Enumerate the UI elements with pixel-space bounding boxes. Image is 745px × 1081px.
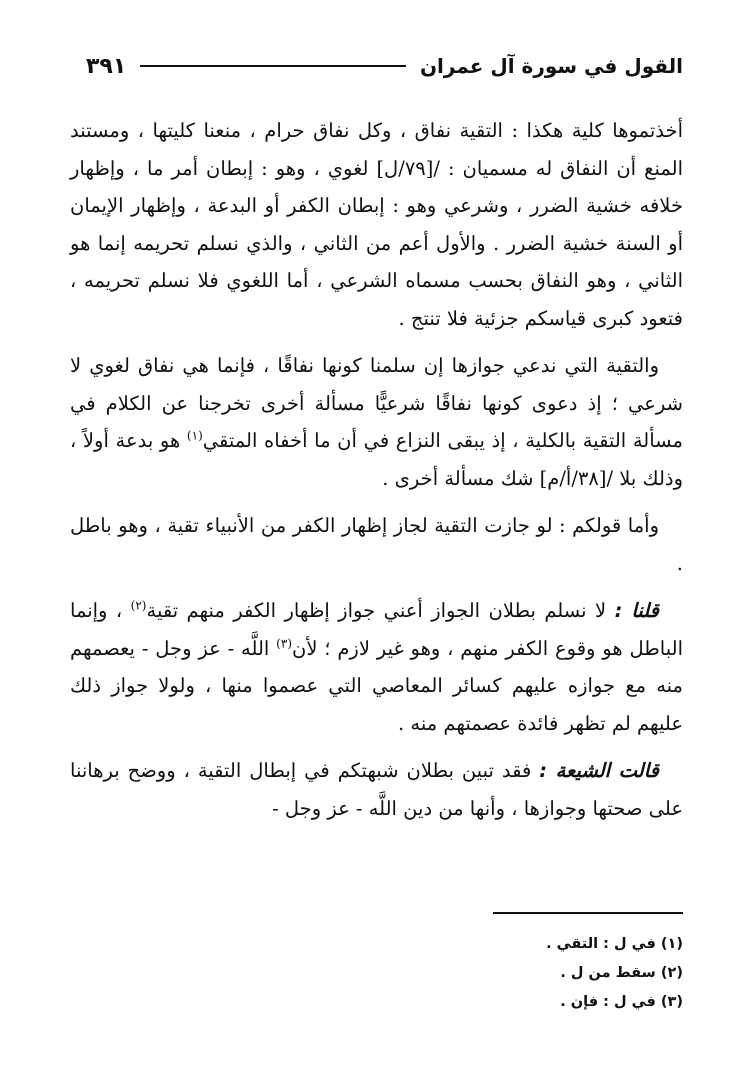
paragraph-5-lead: قالت الشيعة : [539,759,659,782]
footnote-rule [493,912,683,914]
footnote-1: (١) في ل : التقي . [546,936,683,952]
footnote-3: (٣) في ل : فإن . [560,994,683,1010]
paragraph-2-text-a: والتقية التي ندعي جوازها إن سلمنا كونها نفاقًا ، فإنما هي نفاق لغوي لا شرعي ؛ إذ دعوى كونها نفاقًا شرعيًّا مسألة أخرى تخرجنا عن الكلام في مسألة التقية بالكلية ، إذ يبقى النزاع في أن ما أخفاه المتقي [70,354,683,452]
footnote-marker-1: (١) [186,428,203,443]
footnote-marker-2: (٢) [130,598,147,613]
page-header [86,44,683,88]
paragraph-4-text-b: ، وإنما الباطل هو وقوع الكفر منهم ، وهو غير لازم ؛ لأن [70,599,683,660]
paragraph-4-lead: قلنا : [614,599,659,622]
paragraph-5-text: فقد تبين بطلان شبهتكم في إبطال التقية ، ووضح برهاننا على صحتها وجوازها ، وأنها من دين اللَّه - عز وجل - [70,759,683,820]
paragraph-1 [70,112,683,337]
paragraph-3-text: وأما قولكم : لو جازت التقية لجاز إظهار الكفر من الأنبياء تقية ، وهو باطل . [70,514,683,575]
paragraph-4-text-a: لا نسلم بطلان الجواز أعني جواز إظهار الكفر منهم تقية [146,599,615,622]
paragraph-3 [70,507,683,582]
page-number: ٣٩١ [86,53,127,79]
main-text [70,112,683,827]
paragraph-4-text-c: اللَّه - عز وجل - يعصمهم منه مع جوازه عليهم كسائر المعاصي التي عصموا منها ، ولولا جواز ذلك عليهم لم تظهر فائدة عصمتهم منه . [70,636,683,735]
paragraph-5 [70,752,683,827]
paragraph-1-text: أخذتموها كلية هكذا : التقية نفاق ، وكل نفاق حرام ، منعنا كليتها ، ومستند المنع أن النفاق له مسميان : /[٧٩/ل] لغوي ، وهو : إبطان أمر ما ، وإظهار خلافه خشية الضرر ، وشرعي وهو : إبطان الكفر أو البدعة ، وإظهار الإيمان أو السنة خشية الضرر . والأول أعم من الثاني ، والذي نسلم تحريمه إنما هو الثاني ، وهو النفاق بحسب مسماه الشرعي ، أما اللغوي فلا نسلم تحريمه ، فتعود كبرى قياسكم جزئية فلا تنتج . [70,119,683,330]
paragraph-2-text-b: هو بدعة أولاً ، وذلك بلا /[٣٨/أ/م] شك مسألة أخرى . [70,429,683,490]
paragraph-2 [70,347,683,497]
paragraph-4 [70,592,683,742]
header-rule [140,65,406,67]
footnotes [70,930,683,1017]
footnote-2: (٢) سقط من ل . [560,965,683,981]
footnote-marker-3: (٣) [276,636,292,650]
running-title: القول في سورة آل عمران [419,54,683,78]
